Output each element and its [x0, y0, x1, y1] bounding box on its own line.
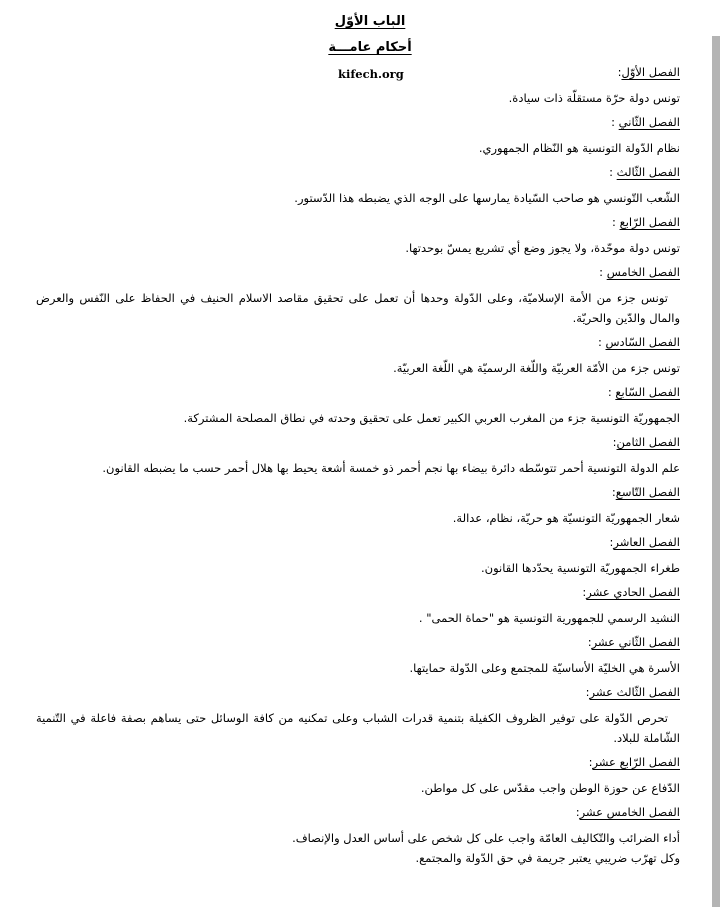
- article-paragraph: الدّفاع عن حوزة الوطن واجب مقدّس على كل مواطن.: [420, 781, 680, 795]
- article-body: [36, 828, 680, 868]
- article-heading-separator: :: [588, 755, 593, 769]
- article-paragraph: الأسرة هي الخليّة الأساسيّة للمجتمع وعلى الدّولة حمايتها.: [409, 661, 680, 675]
- part-title: الباب الأوّل: [334, 14, 406, 29]
- article-heading-label: الفصل الثامن: [616, 435, 680, 449]
- article-heading-separator: :: [585, 685, 590, 699]
- article-heading-separator: :: [612, 215, 620, 229]
- article-body: [36, 188, 680, 208]
- article-paragraph: وكل تهرّب ضريبي يعتبر جريمة في حق الدّولة والمجتمع.: [415, 851, 680, 865]
- article-body: [36, 408, 680, 428]
- article-heading-separator: :: [611, 485, 616, 499]
- articles-list: [36, 64, 680, 874]
- article-heading-label: الفصل السّادس: [605, 335, 680, 349]
- article-heading: [36, 804, 680, 820]
- article-heading-separator: :: [599, 265, 607, 279]
- article-heading: [36, 264, 680, 280]
- article-heading-label: الفصل الثّالث عشر: [589, 685, 680, 699]
- article-heading-separator: :: [587, 635, 592, 649]
- article-paragraph: تحرص الدّولة على توفير الظروف الكفيلة بتنمية قدرات الشباب وعلى تمكنيه من كافة الوسائل حتى يساهم بصفة فاعلة في التّنمية الشّاملة للبلاد.: [36, 711, 680, 745]
- article-heading: [36, 114, 680, 130]
- article-body: [36, 708, 680, 748]
- article-body: [36, 138, 680, 158]
- article-heading-label: الفصل السّابع: [615, 385, 680, 399]
- article-heading-label: الفصل الحادي عشر: [586, 585, 680, 599]
- article-heading: [36, 584, 680, 600]
- article-heading-label: الفصل التّاسع: [615, 485, 680, 499]
- article-body: [36, 608, 680, 628]
- site-watermark: kifech.org: [338, 67, 404, 81]
- article-body: [36, 238, 680, 258]
- article-heading: [36, 214, 680, 230]
- article-paragraph: علم الدولة التونسية أحمر تتوسّطه دائرة بيضاء بها نجم أحمر ذو خمسة أشعة يحيط بها هلال أحمر حسب ما يضبطه القانون.: [102, 461, 680, 475]
- article-body: [36, 358, 680, 378]
- article-heading-separator: :: [612, 435, 617, 449]
- article-heading-separator: :: [617, 65, 622, 79]
- section-title: أحكام عامـــة: [328, 40, 412, 55]
- article-heading-separator: :: [597, 335, 606, 349]
- article-body: [36, 88, 680, 108]
- article-paragraph: نظام الدّولة التونسية هو النّظام الجمهوري.: [478, 141, 680, 155]
- article-heading-separator: :: [607, 385, 616, 399]
- article-heading-label: الفصل الخامس: [606, 265, 680, 279]
- article-heading-separator: :: [575, 805, 580, 819]
- article-heading-label: الفصل الأوّل: [621, 65, 680, 79]
- article-heading-separator: :: [611, 115, 619, 129]
- vertical-scrollbar[interactable]: [712, 36, 720, 907]
- article-body: [36, 458, 680, 478]
- article-heading-label: الفصل الثّاني عشر: [591, 635, 680, 649]
- article-heading: [36, 634, 680, 650]
- article-paragraph: تونس دولة موحّدة، ولا يجوز وضع أي تشريع يمسّ بوحدتها.: [405, 241, 680, 255]
- article-heading-separator: :: [582, 585, 587, 599]
- article-paragraph: شعار الجمهوريّة التونسيّة هو حريّة، نظام، عدالة.: [452, 511, 680, 525]
- article-paragraph: طغراء الجمهوريّة التونسية يحدّدها القانون.: [480, 561, 680, 575]
- article-heading: [36, 434, 680, 450]
- article-heading-label: الفصل الرّابع عشر: [592, 755, 680, 769]
- article-heading-label: الفصل الثّالث: [616, 165, 680, 179]
- article-paragraph: الشّعب التّونسي هو صاحب السّيادة يمارسها على الوجه الذي يضبطه هذا الدّستور.: [294, 191, 680, 205]
- article-paragraph: تونس دولة حرّة مستقلّة ذات سيادة.: [508, 91, 680, 105]
- article-paragraph: النشيد الرسمي للجمهورية التونسية هو "حماة الحمى" .: [418, 611, 680, 625]
- article-heading: [36, 64, 680, 80]
- article-paragraph: أداء الضرائب والتّكاليف العامّة واجب على كل شخص على أساس العدل والإنصاف.: [292, 831, 680, 845]
- article-heading-label: الفصل الرّابع: [619, 215, 680, 229]
- article-body: [36, 658, 680, 678]
- article-heading: [36, 684, 680, 700]
- article-heading: [36, 384, 680, 400]
- article-body: [36, 778, 680, 798]
- article-heading: [36, 534, 680, 550]
- article-paragraph: تونس جزء من الأمة الإسلاميّة، وعلى الدّولة وحدها أن تعمل على تحقيق مقاصد الاسلام الحنيف في الحفاظ على النّفس والعرض والمال والدّين والحريّة.: [36, 291, 680, 325]
- article-body: [36, 288, 680, 328]
- article-body: [36, 558, 680, 578]
- article-paragraph: تونس جزء من الأمّة العربيّة واللّغة الرسميّة هي اللّغة العربيّة.: [393, 361, 680, 375]
- article-heading-label: الفصل الخامس عشر: [579, 805, 680, 819]
- article-heading: [36, 164, 680, 180]
- article-paragraph: الجمهوريّة التونسية جزء من المغرب العربي الكبير تعمل على تحقيق وحدته في نطاق المصلحة المشتركة.: [183, 411, 680, 425]
- article-body: [36, 508, 680, 528]
- article-heading-label: الفصل الثّاني: [618, 115, 680, 129]
- article-heading-label: الفصل العاشر: [613, 535, 680, 549]
- article-heading: [36, 334, 680, 350]
- article-heading-separator: :: [609, 165, 617, 179]
- article-heading: [36, 754, 680, 770]
- article-heading: [36, 484, 680, 500]
- article-heading-separator: :: [609, 535, 614, 549]
